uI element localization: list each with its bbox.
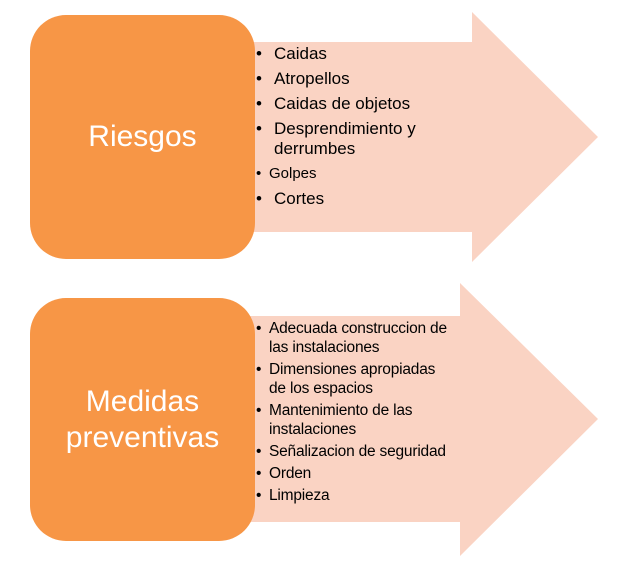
list-item-text: Caidas — [274, 44, 327, 63]
list-item-text: Caidas de objetos — [274, 94, 411, 113]
bullet-icon: • — [256, 487, 262, 504]
list-item-text: Cortes — [274, 189, 325, 208]
bullet-icon: • — [256, 94, 262, 113]
bullet-icon: • — [256, 44, 262, 63]
list-item-text-continued: las instalaciones — [269, 339, 380, 356]
bullet-icon: • — [256, 402, 262, 419]
list-item-text: Golpes — [269, 165, 317, 182]
list-item-text-continued: de los espacios — [269, 380, 373, 397]
box-riesgos-title — [88, 119, 196, 154]
list-item-text: Limpieza — [269, 487, 330, 504]
bullet-icon: • — [256, 165, 262, 182]
list-item-text-continued: derrumbes — [274, 139, 356, 158]
list-item-text: Desprendimiento y — [274, 119, 416, 138]
list-item — [256, 486, 501, 505]
list-item-text: Atropellos — [274, 69, 350, 88]
list-item — [256, 401, 501, 439]
list-item — [256, 44, 486, 64]
riesgos-list — [256, 44, 486, 214]
bullet-icon: • — [256, 465, 262, 482]
list-item — [256, 69, 486, 89]
medidas-list — [256, 319, 501, 508]
box-medidas-title-line-2: preventivas — [65, 420, 220, 454]
list-item-text: Señalizacion de seguridad — [269, 443, 446, 460]
list-item — [256, 360, 501, 398]
box-medidas-preventivas — [30, 298, 255, 541]
list-item — [256, 94, 486, 114]
list-item — [256, 119, 486, 159]
list-item-text-continued: instalaciones — [269, 421, 357, 438]
bullet-icon: • — [256, 119, 262, 138]
list-item-text: Orden — [269, 465, 312, 482]
list-item-text: Adecuada construccion de — [269, 320, 447, 337]
list-item-text: Mantenimiento de las — [269, 402, 413, 419]
box-medidas-title — [66, 384, 219, 455]
bullet-icon: • — [256, 361, 262, 378]
list-item — [256, 464, 501, 483]
bullet-icon: • — [256, 69, 262, 88]
list-item — [256, 164, 486, 184]
list-item-text: Dimensiones apropiadas — [269, 361, 436, 378]
box-riesgos — [30, 15, 255, 259]
bullet-icon: • — [256, 189, 262, 208]
box-riesgos-title-line-1: Riesgos — [88, 120, 197, 154]
list-item — [256, 189, 486, 209]
bullet-icon: • — [256, 320, 262, 337]
bullet-icon: • — [256, 443, 262, 460]
list-item — [256, 442, 501, 461]
box-medidas-title-line-1: Medidas — [85, 385, 200, 419]
list-item — [256, 319, 501, 357]
